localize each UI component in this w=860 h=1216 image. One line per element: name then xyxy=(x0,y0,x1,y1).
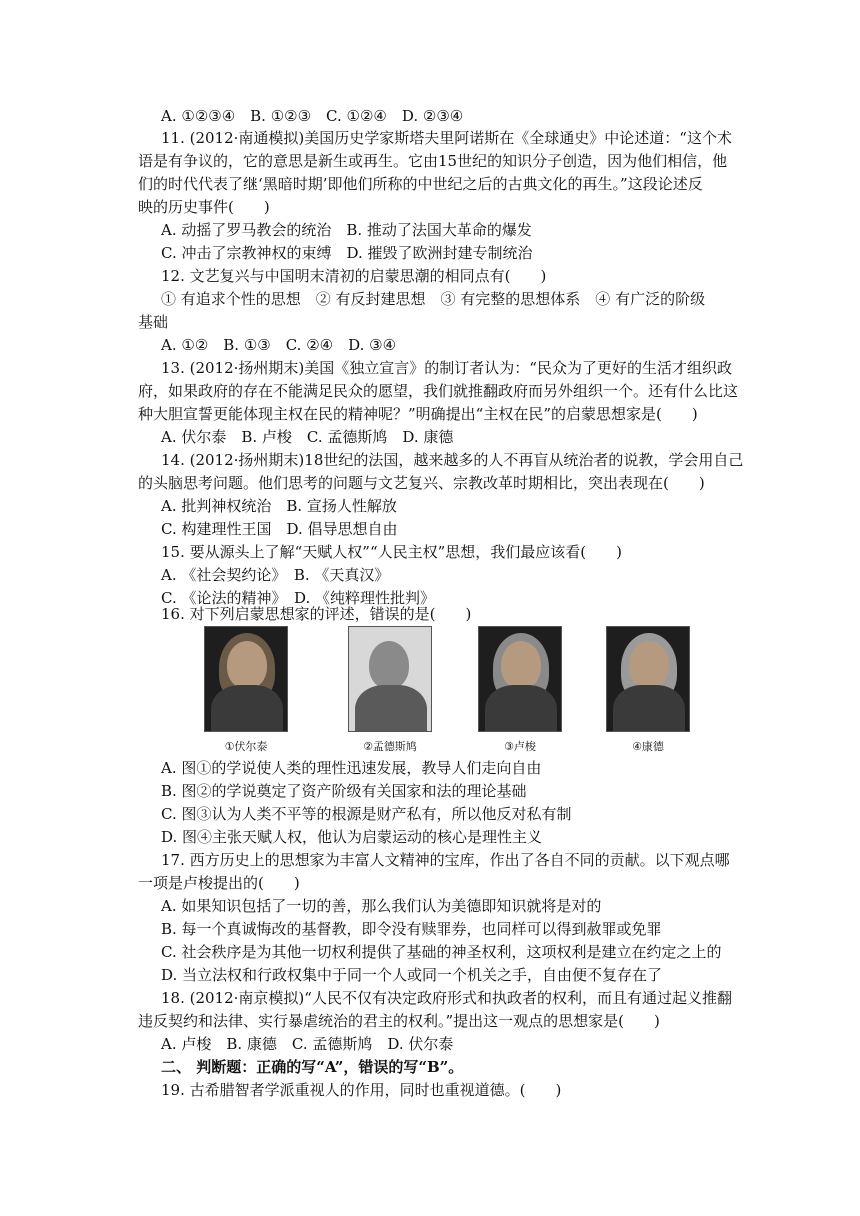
q13-options: A. 伏尔泰 B. 卢梭 C. 孟德斯鸠 D. 康德 xyxy=(161,428,454,446)
q13-stem-3: 种大胆宣誓更能体现主权在民的精神呢？”明确提出“主权在民”的启蒙思想家是( ) xyxy=(138,405,698,423)
q11-options-ab: A. 动摇了罗马教会的统治 B. 推动了法国大革命的爆发 xyxy=(161,221,532,239)
q16-option-b: B. 图②的学说奠定了资产阶级有关国家和法的理论基础 xyxy=(161,782,527,800)
figure-4 xyxy=(606,626,690,754)
q16-stem: 16. 对下列启蒙思想家的评述，错误的是( ) xyxy=(161,605,472,623)
section-2-heading: 二、 判断题：正确的写“A”，错误的写“B”。 xyxy=(161,1058,464,1076)
q11-stem-2: 语是有争议的，它的意思是新生或再生。它由15世纪的知识分子创造，因为他们相信，他 xyxy=(138,152,728,170)
q17-option-d: D. 当立法权和行政权集中于同一个人或同一个机关之手，自由便不复存在了 xyxy=(161,966,663,984)
figure-4-caption: ④康德 xyxy=(632,740,664,753)
q17-option-c: C. 社会秩序是为其他一切权利提供了基础的神圣权利，这项权利是建立在约定之上的 xyxy=(161,943,722,961)
philosopher-figures xyxy=(200,626,690,756)
q12-items-2: 基础 xyxy=(138,313,169,331)
portrait-voltaire-icon xyxy=(204,626,288,732)
q18-options: A. 卢梭 B. 康德 C. 孟德斯鸠 D. 伏尔泰 xyxy=(161,1035,454,1053)
figure-3 xyxy=(478,626,562,754)
q11-stem-1: 11. (2012·南通模拟)美国历史学家斯塔夫里阿诺斯在《全球通史》中论述道：“这个术 xyxy=(161,129,732,147)
q14-stem-2: 的头脑思考问题。他们思考的问题与文艺复兴、宗教改革时期相比，突出表现在( ) xyxy=(138,474,705,492)
q17-option-b: B. 每一个真诚悔改的基督教，即令没有赎罪券，也同样可以得到赦罪或免罪 xyxy=(161,920,662,938)
q15-options-cd: C. 《论法的精神》 D. 《纯粹理性批判》 xyxy=(161,589,436,607)
figure-1-caption: ①伏尔泰 xyxy=(224,740,268,753)
q16-option-d: D. 图④主张天赋人权，他认为启蒙运动的核心是理性主义 xyxy=(161,828,543,846)
q17-option-a: A. 如果知识包括了一切的善，那么我们认为美德即知识就将是对的 xyxy=(161,897,602,915)
q16-option-a: A. 图①的学说使人类的理性迅速发展，教导人们走向自由 xyxy=(161,759,542,777)
q19-stem: 19. 古希腊智者学派重视人的作用，同时也重视道德。( ) xyxy=(161,1081,562,1099)
q17-stem-1: 17. 西方历史上的思想家为丰富人文精神的宝库，作出了各自不同的贡献。以下观点哪 xyxy=(161,851,730,869)
q14-stem-1: 14. (2012·扬州期末)18世纪的法国，越来越多的人不再盲从统治者的说教，学会用自己 xyxy=(161,451,744,469)
q16-option-c: C. 图③认为人类不平等的根源是财产私有，所以他反对私有制 xyxy=(161,805,572,823)
portrait-montesquieu-icon xyxy=(348,626,432,732)
q15-stem: 15. 要从源头上了解“天赋人权”“人民主权”思想，我们最应该看( ) xyxy=(161,543,623,561)
figure-3-caption: ③卢梭 xyxy=(504,740,536,753)
q18-stem-1: 18. (2012·南京模拟)“人民不仅有决定政府形式和执政者的权利，而且有通过起义推翻 xyxy=(161,989,732,1007)
figure-2-caption: ②孟德斯鸠 xyxy=(363,740,417,753)
portrait-rousseau-icon xyxy=(478,626,562,732)
q17-stem-2: 一项是卢梭提出的( ) xyxy=(138,874,300,892)
q13-stem-2: 府，如果政府的存在不能满足民众的愿望，我们就推翻政府而另外组织一个。还有什么比这 xyxy=(138,382,739,400)
q11-stem-3: 们的时代代表了继‘黑暗时期’即他们所称的中世纪之后的古典文化的再生。”这段论述反 xyxy=(138,175,703,193)
q12-stem: 12. 文艺复兴与中国明末清初的启蒙思潮的相同点有( ) xyxy=(161,267,547,285)
q14-options-cd: C. 构建理性王国 D. 倡导思想自由 xyxy=(161,520,398,538)
q14-options-ab: A. 批判神权统治 B. 宣扬人性解放 xyxy=(161,497,397,515)
q10-options: A. ①②③④ B. ①②③ C. ①②④ D. ②③④ xyxy=(161,107,464,125)
q11-options-cd: C. 冲击了宗教神权的束缚 D. 摧毁了欧洲封建专制统治 xyxy=(161,244,533,262)
q12-options: A. ①② B. ①③ C. ②④ D. ③④ xyxy=(161,336,397,354)
q18-stem-2: 违反契约和法律、实行暴虐统治的君主的权利。”提出这一观点的思想家是( ) xyxy=(138,1012,660,1030)
q15-options-ab: A. 《社会契约论》 B. 《天真汉》 xyxy=(161,566,390,584)
q11-stem-4: 映的历史事件( ) xyxy=(138,198,270,216)
portrait-kant-icon xyxy=(606,626,690,732)
figure-2 xyxy=(348,626,432,754)
q13-stem-1: 13. (2012·扬州期末)美国《独立宣言》的制订者认为：“民众为了更好的生活才组织政 xyxy=(161,359,732,377)
q12-items-1: ① 有追求个性的思想 ② 有反封建思想 ③ 有完整的思想体系 ④ 有广泛的阶级 xyxy=(161,290,706,308)
figure-1 xyxy=(204,626,288,754)
